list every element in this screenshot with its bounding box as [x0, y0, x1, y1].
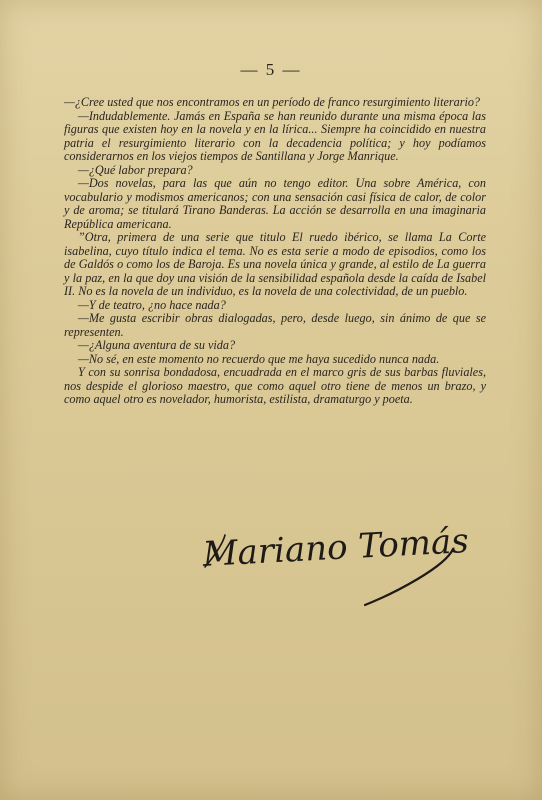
- paragraph: —Me gusta escribir obras dialogadas, pero, desde luego, sin ánimo de que se representen.: [64, 311, 486, 339]
- paragraph: —¿Cree usted que nos encontramos en un período de franco resurgimiento literario?: [64, 95, 481, 109]
- paragraph: —Dos novelas, para las que aún no tengo editor. Una sobre América, con vocabulario y modismos americanos; con una sensación casi física de calor, de color y de aroma; se titulará Tirano Banderas. La acción se desarrolla en una imaginaria República americana.: [64, 176, 486, 231]
- paragraph: —Y de teatro, ¿no hace nada?: [78, 297, 226, 312]
- author-signature: [195, 515, 475, 615]
- paragraph: ”Otra, primera de una serie que titulo El ruedo ibérico, se llama La Corte isabelina, cuyo título indica el tema. No es esta serie a modo de episodios, como los de Galdós o como los de Baroja. Es una novela única y grande, al estilo de La guerra y la paz, en la que doy una visión de la sensibilidad española desde la caída de Isabel II. No es la novela de un individuo, es la novela de una colectividad, de un pueblo.: [64, 230, 486, 298]
- paragraph: —¿Qué labor prepara?: [78, 162, 193, 177]
- page-number: — 5 —: [240, 60, 302, 79]
- paragraph: —¿Alguna aventura de su vida?: [78, 338, 236, 352]
- paragraph: —No sé, en este momento no recuerdo que me haya sucedido nunca nada.: [78, 351, 440, 366]
- interview-text: [64, 96, 486, 407]
- signature-text: Mariano Tomás: [201, 521, 470, 575]
- paragraph: Y con su sonrisa bondadosa, encuadrada en el marco gris de sus barbas fluviales, nos despide el glorioso maestro, que como aquel otro tiene de menos un brazo, y como aquel otro es novelador, humorista, estilista, dramaturgo y poeta.: [64, 365, 486, 406]
- paragraph: —Indudablemente. Jamás en España se han reunido durante una misma época las figuras que existen hoy en la novela y en la lírica... Siempre ha coincidido en nuestra patria el resurgimiento literario con la decadencia política; y hoy podíamos considerarnos en los viejos tiempos de Santillana y Jorge Manrique.: [64, 108, 486, 163]
